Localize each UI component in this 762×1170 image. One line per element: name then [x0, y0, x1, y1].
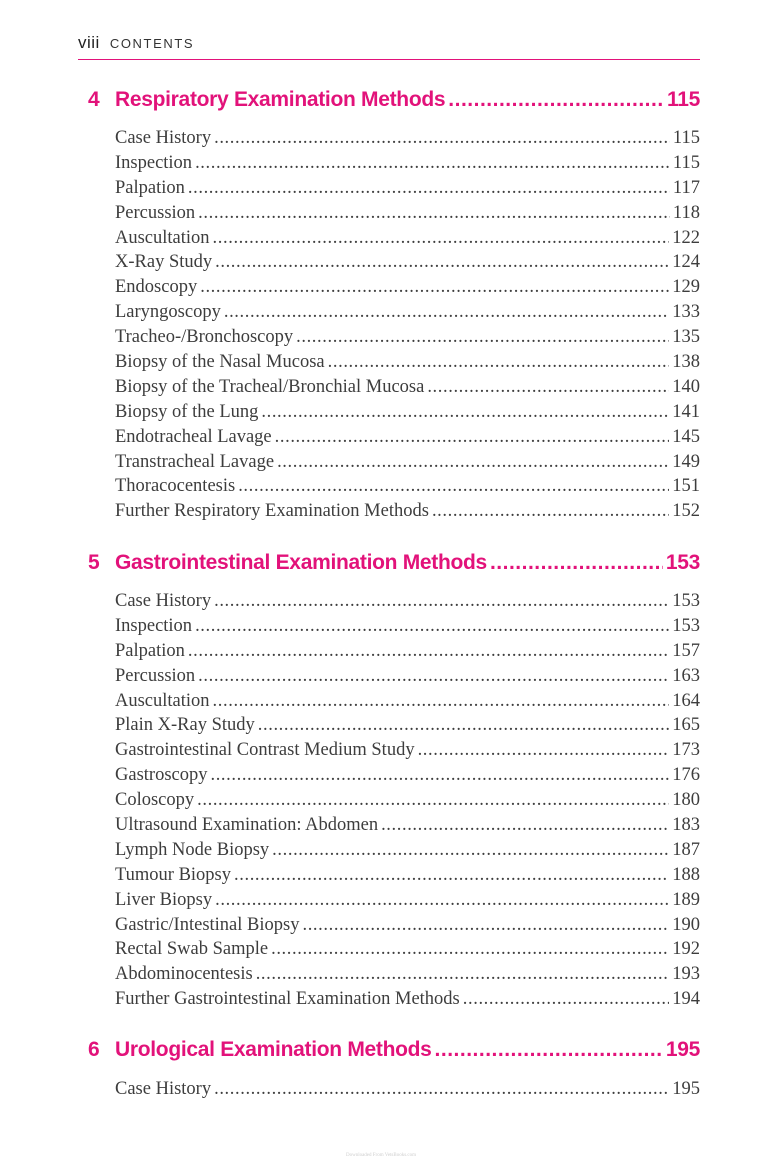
entry-title: Biopsy of the Tracheal/Bronchial Mucosa — [115, 376, 425, 397]
entry-title: Biopsy of the Nasal Mucosa — [115, 352, 325, 373]
entry-title: Abdominocentesis — [115, 964, 253, 985]
entry-title: Gastroscopy — [115, 765, 208, 786]
dot-leader — [435, 1038, 663, 1062]
dot-leader — [427, 377, 669, 398]
entry-title: Further Respiratory Examination Methods — [115, 501, 429, 522]
toc-entry[interactable] — [115, 815, 700, 840]
dot-leader — [195, 616, 669, 637]
entry-page: 194 — [672, 989, 700, 1010]
entry-title: Gastric/Intestinal Biopsy — [115, 914, 300, 935]
toc-entry[interactable] — [115, 790, 700, 815]
entry-title: Case History — [115, 591, 212, 611]
toc-entry[interactable] — [115, 452, 700, 477]
dot-leader — [296, 327, 669, 348]
toc-entry[interactable] — [115, 501, 700, 526]
entry-title: Palpation — [115, 177, 185, 198]
toc-entry[interactable] — [115, 153, 700, 178]
dot-leader — [381, 815, 669, 836]
entry-title: Transtracheal Lavage — [115, 451, 275, 472]
footer-watermark: Downloaded From VetsBooks.com — [345, 1153, 417, 1158]
dot-leader — [490, 551, 663, 575]
entry-page: 153 — [672, 615, 700, 636]
entry-page: 129 — [672, 277, 700, 298]
toc-entry[interactable] — [115, 989, 700, 1014]
toc-entry[interactable] — [115, 352, 700, 377]
page-number: viii — [78, 33, 100, 52]
dot-leader — [213, 691, 670, 712]
entry-title: Coloscopy — [115, 790, 195, 811]
entry-title: X-Ray Study — [115, 252, 213, 273]
entry-title: Biopsy of the Lung — [115, 401, 259, 422]
dot-leader — [328, 352, 670, 373]
entry-page: 141 — [672, 401, 700, 422]
dot-leader — [234, 865, 669, 886]
dot-leader — [271, 939, 669, 960]
entry-page: 153 — [672, 591, 700, 611]
dot-leader — [200, 277, 669, 298]
entry-page: 180 — [672, 790, 700, 811]
dot-leader — [213, 228, 670, 249]
entry-title: Inspection — [115, 615, 193, 636]
running-head — [78, 33, 700, 60]
toc-entry[interactable] — [115, 715, 700, 740]
entry-page: 164 — [672, 690, 700, 711]
chapter-heading-5[interactable] — [88, 551, 700, 575]
toc-entry[interactable] — [115, 591, 700, 616]
entry-page: 133 — [672, 302, 700, 323]
entry-page: 117 — [672, 177, 700, 198]
toc-section-6 — [115, 1079, 700, 1104]
entry-title: Percussion — [115, 665, 196, 686]
entry-page: 192 — [672, 939, 700, 960]
toc-entry[interactable] — [115, 203, 700, 228]
entry-title: Liver Biopsy — [115, 889, 213, 910]
chapter-page: 153 — [665, 551, 700, 574]
dot-leader — [198, 203, 670, 224]
entry-title: Endoscopy — [115, 277, 198, 298]
dot-leader — [198, 666, 669, 687]
entry-page: 183 — [672, 815, 700, 836]
entry-page: 165 — [672, 715, 700, 736]
entry-page: 189 — [672, 889, 700, 910]
toc-entry[interactable] — [115, 178, 700, 203]
dot-leader — [224, 302, 669, 323]
entry-page: 151 — [672, 476, 700, 497]
chapter-number: 4 — [88, 88, 100, 111]
dot-leader — [215, 890, 669, 911]
dot-leader — [256, 964, 670, 985]
dot-leader — [197, 790, 669, 811]
entry-page: 115 — [672, 152, 700, 173]
dot-leader — [463, 989, 669, 1010]
entry-page: 152 — [672, 501, 700, 522]
toc-entry[interactable] — [115, 616, 700, 641]
toc-entry[interactable] — [115, 476, 700, 501]
toc-entry[interactable] — [115, 666, 700, 691]
entry-title: Ultrasound Examination: Abdomen — [115, 815, 379, 836]
toc-entry[interactable] — [115, 327, 700, 352]
dot-leader — [418, 740, 670, 761]
toc-entry[interactable] — [115, 377, 700, 402]
entry-page: 122 — [672, 227, 700, 248]
toc-entry[interactable] — [115, 427, 700, 452]
entry-title: Auscultation — [115, 227, 210, 248]
toc-entry[interactable] — [115, 1079, 700, 1104]
entry-title: Rectal Swab Sample — [115, 939, 269, 960]
dot-leader — [215, 252, 669, 273]
entry-page: 149 — [672, 451, 700, 472]
entry-page: 124 — [672, 252, 700, 273]
toc-entry[interactable] — [115, 964, 700, 989]
chapter-title: Gastrointestinal Examination Methods — [115, 551, 487, 574]
entry-title: Laryngoscopy — [115, 302, 221, 323]
chapter-heading-4[interactable] — [88, 88, 700, 112]
chapter-page: 115 — [667, 88, 700, 111]
chapter-number: 5 — [88, 551, 100, 574]
entry-page: 190 — [672, 914, 700, 935]
toc-entry[interactable] — [115, 890, 700, 915]
dot-leader — [195, 153, 670, 174]
dot-leader — [188, 178, 670, 199]
entry-title: Case History — [115, 1079, 212, 1099]
dot-leader — [272, 840, 669, 861]
entry-title: Lymph Node Biopsy — [115, 839, 270, 860]
entry-page: 188 — [672, 864, 700, 885]
dot-leader — [432, 501, 669, 522]
entry-title: Case History — [115, 128, 212, 148]
entry-title: Further Gastrointestinal Examination Methods — [115, 989, 460, 1010]
entry-title: Plain X-Ray Study — [115, 715, 255, 736]
entry-page: 140 — [672, 376, 700, 397]
entry-page: 157 — [672, 640, 700, 661]
dot-leader — [210, 765, 669, 786]
chapter-title: Urological Examination Methods — [115, 1038, 432, 1061]
toc-entry[interactable] — [115, 252, 700, 277]
toc-entry[interactable] — [115, 840, 700, 865]
entry-page: 138 — [672, 352, 700, 373]
chapter-page: 195 — [665, 1038, 700, 1061]
dot-leader — [261, 402, 669, 423]
entry-page: 163 — [672, 665, 700, 686]
entry-title: Percussion — [115, 202, 196, 223]
toc-entry[interactable] — [115, 939, 700, 964]
dot-leader — [275, 427, 670, 448]
entry-page: 195 — [672, 1079, 700, 1099]
dot-leader — [277, 452, 669, 473]
entry-title: Palpation — [115, 640, 185, 661]
entry-page: 187 — [672, 839, 700, 860]
toc-entry[interactable] — [115, 915, 700, 940]
dot-leader — [302, 915, 669, 936]
toc-entry[interactable] — [115, 128, 700, 153]
entry-page: 135 — [672, 327, 700, 348]
toc-entry[interactable] — [115, 228, 700, 253]
entry-page: 145 — [672, 426, 700, 447]
toc-entry[interactable] — [115, 865, 700, 890]
toc-section-4 — [115, 128, 700, 526]
dot-leader — [214, 591, 669, 612]
toc-section-5 — [115, 591, 700, 1014]
entry-page: 118 — [672, 202, 700, 223]
entry-title: Inspection — [115, 152, 193, 173]
entry-title: Thoracocentesis — [115, 476, 236, 497]
toc-entry[interactable] — [115, 740, 700, 765]
entry-title: Gastrointestinal Contrast Medium Study — [115, 740, 415, 761]
running-head-section: CONTENTS — [109, 36, 195, 51]
dot-leader — [214, 1079, 669, 1100]
entry-title: Endotracheal Lavage — [115, 426, 272, 447]
entry-page: 176 — [672, 765, 700, 786]
dot-leader — [238, 476, 669, 497]
toc-entry[interactable] — [115, 302, 700, 327]
entry-title: Tracheo-/Bronchoscopy — [115, 327, 294, 348]
toc-entry[interactable] — [115, 641, 700, 666]
dot-leader — [188, 641, 669, 662]
toc-entry[interactable] — [115, 277, 700, 302]
entry-page: 193 — [672, 964, 700, 985]
chapter-title: Respiratory Examination Methods — [115, 88, 446, 111]
entry-title: Auscultation — [115, 690, 210, 711]
toc-entry[interactable] — [115, 691, 700, 716]
toc-entry[interactable] — [115, 402, 700, 427]
entry-page: 115 — [672, 128, 700, 148]
entry-title: Tumour Biopsy — [115, 864, 232, 885]
chapter-heading-6[interactable] — [88, 1038, 700, 1062]
toc-entry[interactable] — [115, 765, 700, 790]
chapter-number: 6 — [88, 1038, 100, 1061]
dot-leader — [448, 88, 664, 112]
dot-leader — [214, 128, 670, 149]
entry-page: 173 — [672, 740, 700, 761]
dot-leader — [258, 715, 669, 736]
